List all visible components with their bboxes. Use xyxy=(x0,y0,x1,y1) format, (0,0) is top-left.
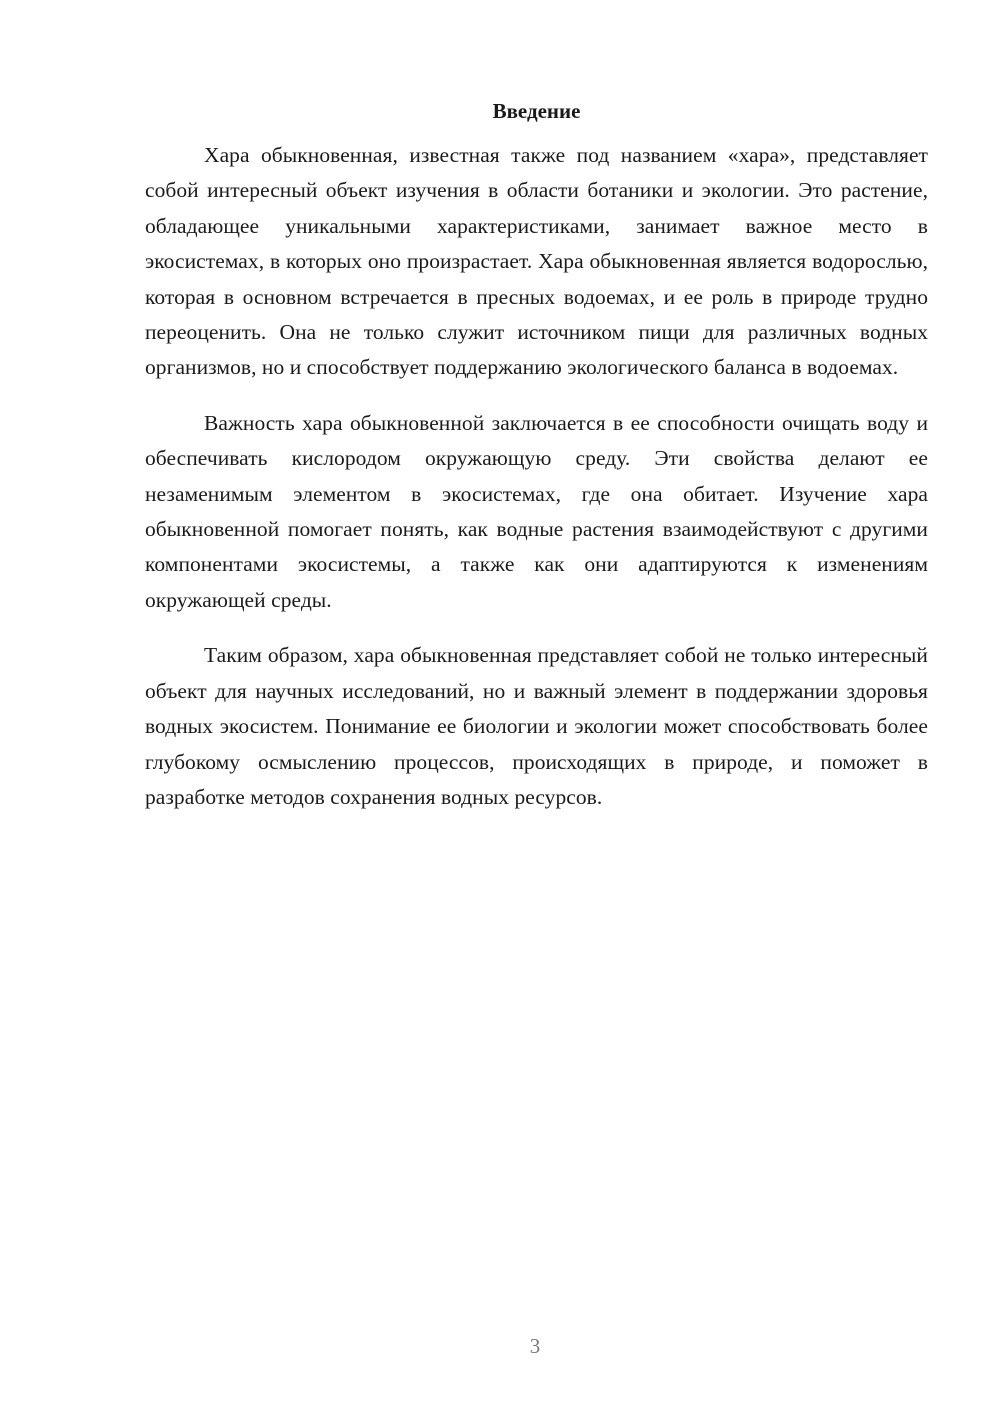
paragraph-2: Важность хара обыкновенной заключается в ее способности очищать воду и обеспечивать кислородом окружающую среду. Эти свойства делают ее незаменимым элементом в экосистемах, где она обитает. Изучение хара обыкновенной помогает понять, как водные растения взаимодействуют с другими компонентами экосистемы, а также как они адаптируются к изменениям окружающей среды. xyxy=(145,410,928,612)
paragraph-1: Хара обыкновенная, известная также под названием «хара», представляет собой интересный объект изучения в области ботаники и экологии. Это растение, обладающее уникальными характеристиками, занимает важное место в экосистемах, в которых оно произрастает. Хара обыкновенная является водорослью, которая в основном встречается в пресных водоемах, и ее роль в природе трудно переоценить. Она не только служит источником пищи для различных водных организмов, но и способствует поддержанию экологического баланса в водоемах. xyxy=(145,143,928,380)
page-number: 3 xyxy=(529,1334,541,1358)
paragraph-3: Таким образом, хара обыкновенная представляет собой не только интересный объект для научных исследований, но и важный элемент в поддержании здоровья водных экосистем. Понимание ее биологии и экологии может способствовать более глубокому осмыслению процессов, происходящих в природе, и поможет в разработке методов сохранения водных ресурсов. xyxy=(145,643,928,809)
section-heading: Введение xyxy=(492,99,581,123)
document-body xyxy=(145,96,928,835)
